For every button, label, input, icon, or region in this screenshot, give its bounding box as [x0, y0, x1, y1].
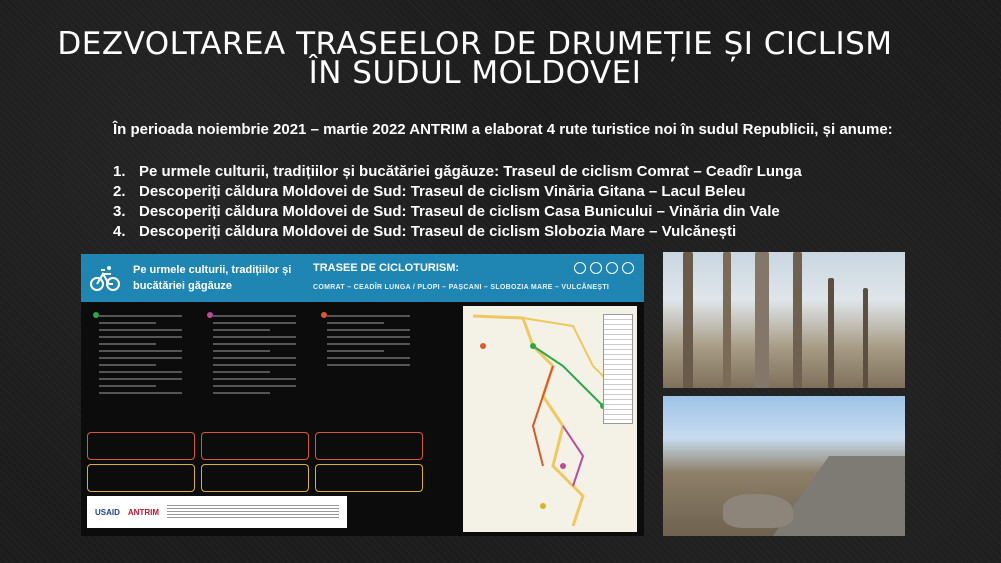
map-legend — [603, 314, 633, 424]
slide-title — [40, 26, 910, 91]
route-number: 3. — [113, 203, 126, 220]
poster-title: Pe urmele culturii, tradițiilor și bucătăriei găgăuze — [133, 264, 292, 292]
poster-badge-icons — [574, 262, 634, 274]
route-item — [113, 202, 802, 222]
forest-trail-photo — [663, 252, 905, 388]
road — [773, 456, 905, 536]
route-item — [113, 222, 802, 242]
pin-icon — [321, 312, 327, 318]
slide-title-line-1: DEZVOLTAREA TRASEELOR DE DRUMEȚIE ȘI CICLISM — [57, 26, 893, 62]
elevation-box — [201, 464, 309, 492]
rural-road-photo — [663, 396, 905, 536]
tree-trunk — [755, 252, 769, 388]
poster-footer — [87, 496, 347, 528]
badge-icon — [622, 262, 634, 274]
cycling-route-poster — [81, 254, 644, 536]
usaid-logo: USAID — [95, 507, 120, 517]
elevation-box — [315, 432, 423, 460]
route-number: 4. — [113, 223, 126, 240]
tree-trunk — [683, 252, 693, 388]
route-number: 2. — [113, 183, 126, 200]
route-item — [113, 182, 802, 202]
tree-trunk — [828, 278, 834, 388]
route-text: Pe urmele culturii, tradițiilor și bucătăriei găgăuze: Traseul de ciclism Comrat – Ceadîr Lunga — [139, 163, 802, 180]
route-text: Descoperiți căldura Moldovei de Sud: Traseul de ciclism Slobozia Mare – Vulcănești — [139, 223, 737, 240]
badge-icon — [606, 262, 618, 274]
poster-header — [81, 254, 644, 302]
footer-text-block — [167, 505, 339, 519]
bicycle-icon — [89, 262, 121, 294]
poster-column — [89, 310, 193, 420]
tree-trunk — [723, 252, 731, 388]
antrim-logo: ANTRIM — [127, 507, 159, 517]
poster-subheading: COMRAT – CEADÎR LUNGA / PLOPI – PAȘCANI – SLOBOZIA MARE – VULCĂNEȘTI — [313, 284, 610, 291]
route-map — [463, 306, 637, 532]
rock — [723, 494, 793, 528]
elevation-box — [315, 464, 423, 492]
pin-icon — [207, 312, 213, 318]
elevation-box — [87, 464, 195, 492]
elevation-box — [201, 432, 309, 460]
route-text: Descoperiți căldura Moldovei de Sud: Traseul de ciclism Casa Bunicului – Vinăria din Vale — [139, 203, 780, 220]
elevation-box — [87, 432, 195, 460]
route-list — [113, 162, 802, 242]
intro-text: În perioada noiembrie 2021 – martie 2022 ANTRIM a elaborat 4 rute turistice noi în sudul Republicii, și anume: — [113, 121, 893, 138]
route-text: Descoperiți căldura Moldovei de Sud: Traseul de ciclism Vinăria Gitana – Lacul Beleu — [139, 183, 746, 200]
route-number: 1. — [113, 163, 126, 180]
poster-column — [203, 310, 307, 420]
slide-title-line-2: ÎN SUDUL MOLDOVEI — [308, 55, 642, 91]
poster-column — [317, 310, 421, 420]
badge-icon — [590, 262, 602, 274]
poster-heading: TRASEE DE CICLOTURISM: — [313, 262, 460, 274]
badge-icon — [574, 262, 586, 274]
pin-icon — [93, 312, 99, 318]
route-item — [113, 162, 802, 182]
tree-trunk — [863, 288, 868, 388]
tree-trunk — [793, 252, 802, 388]
